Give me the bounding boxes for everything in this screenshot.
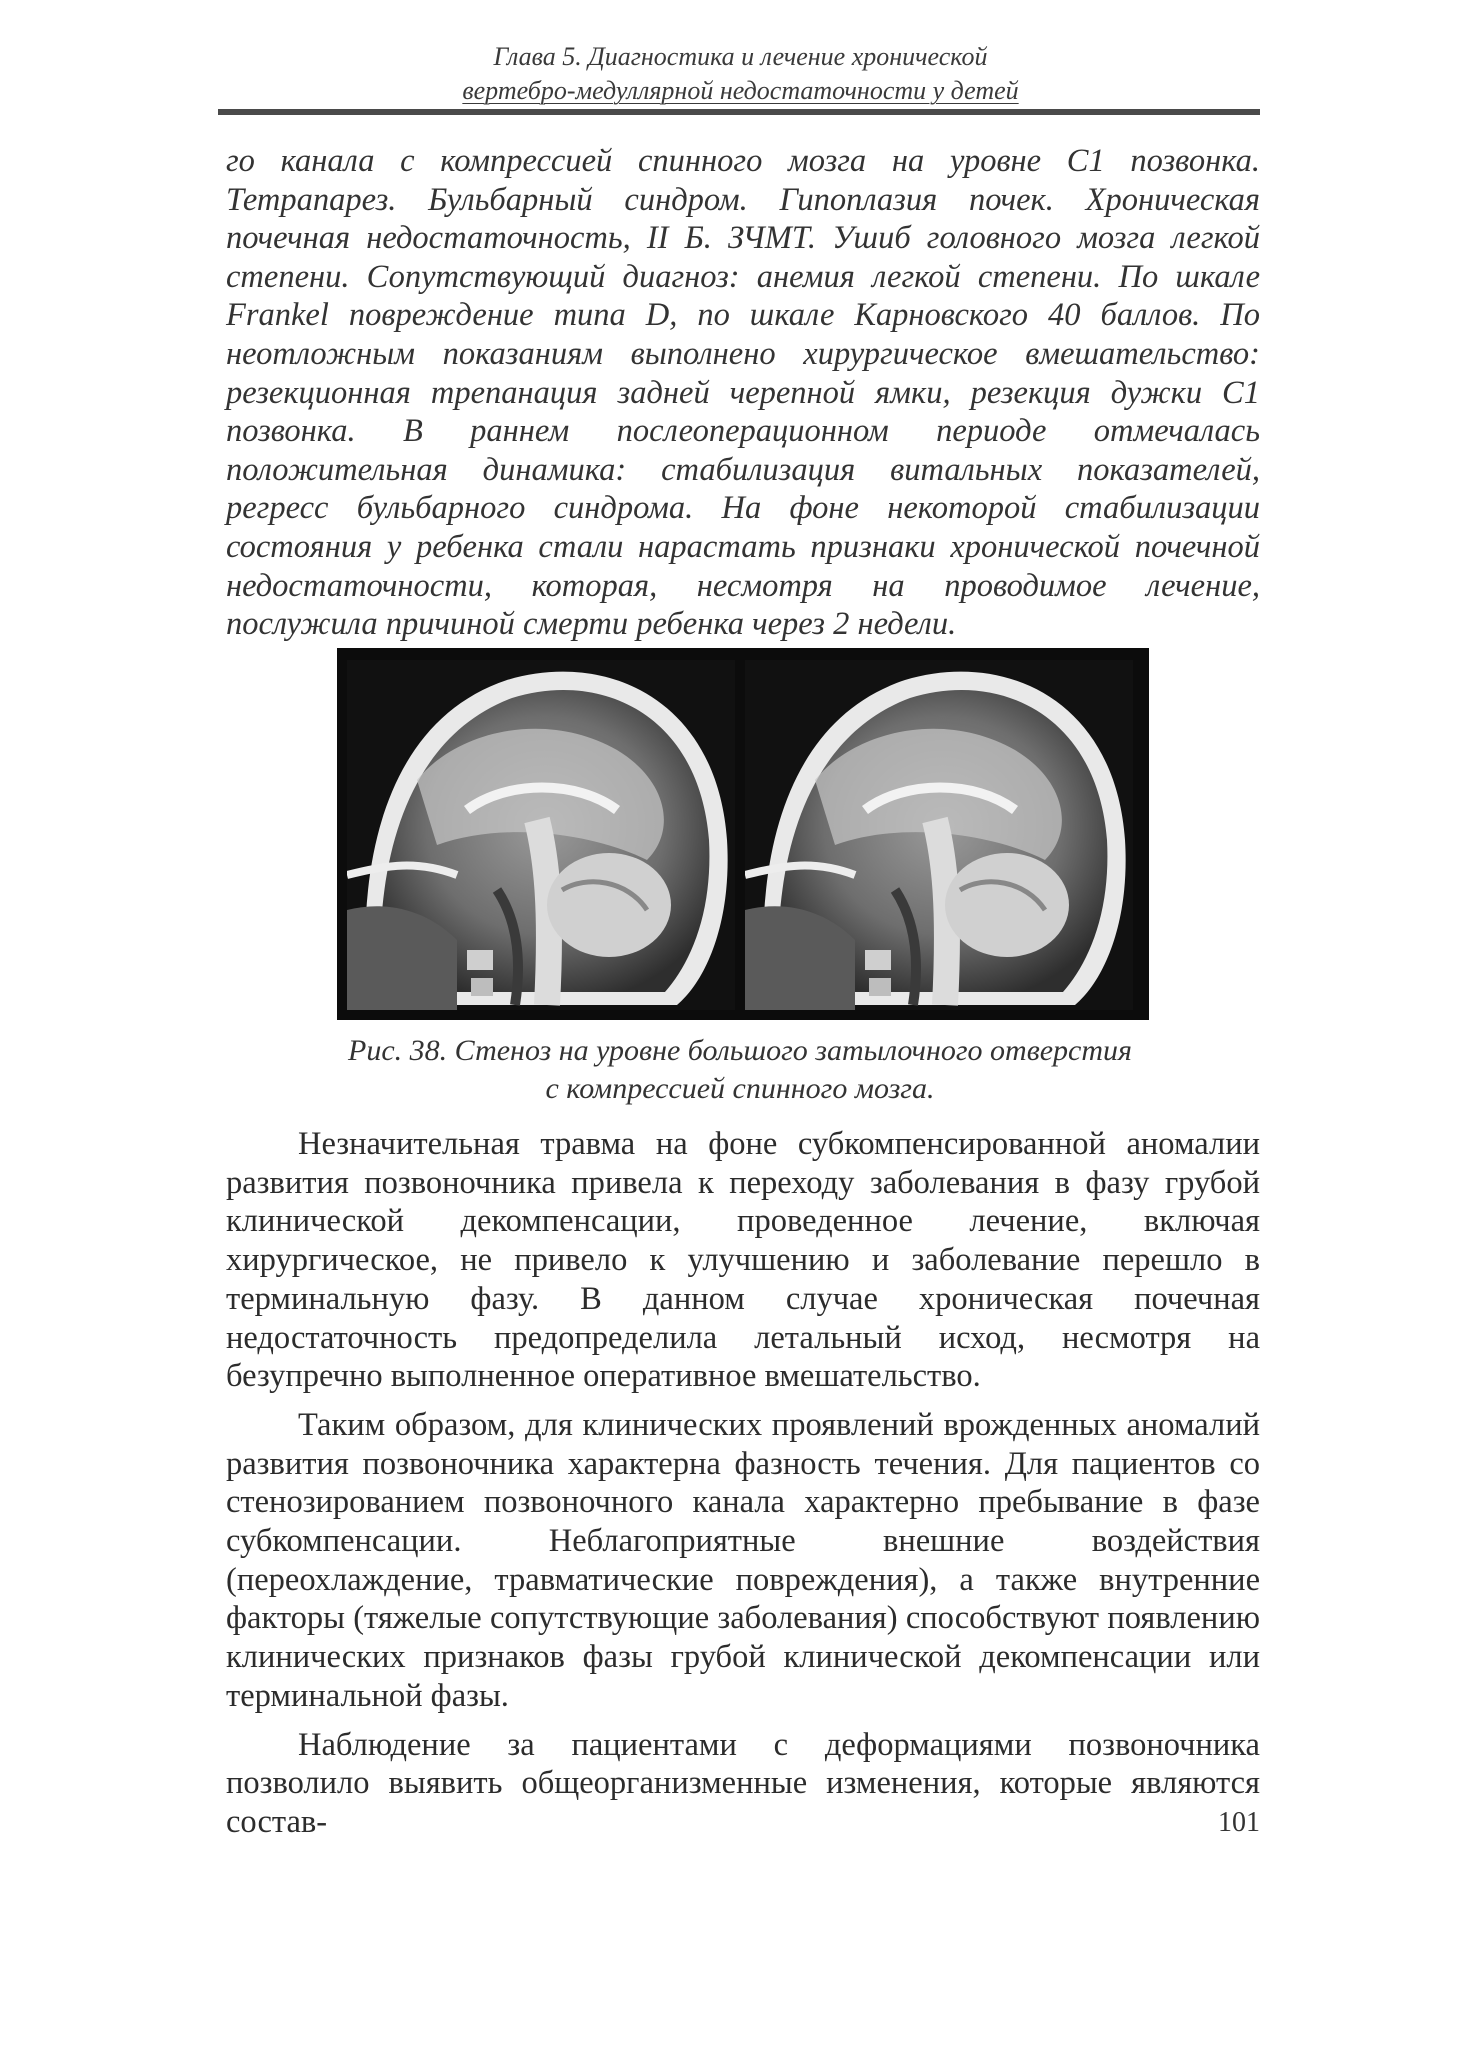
mri-scan-graphic [347,660,735,1010]
body-text [226,1125,1260,1852]
case-description: го канала с компрессией спинного мозга на уровне С1 позвонка. Тетрапарез. Бульбарный синдром. Гипоплазия почек. Хроническая почечная недостаточность, II Б. ЗЧМТ. Ушиб головного мозга легкой степени. Сопутствующий диагноз: анемия легкой степени. По шкале Frankel повреждение типа D, по шкале Карновского 40 баллов. По неотложным показаниям выполнено хирургическое вмешательство: резекционная трепанация задней черепной ямки, резекция дужки С1 позвонка. В раннем послеоперационном периоде отмечалась положительная динамика: стабилизация витальных показателей, регресс бульбарного синдрома. На фоне некоторой стабилизации состояния у ребенка стали нарастать признаки хронической почечной недостаточности, которая, несмотря на проводимое лечение, послужила причиной смерти ребенка через 2 недели. [226,143,1260,643]
figure-38-mri-images [337,648,1149,1020]
figure-caption-line2: с компрессией спинного мозга. [545,1072,935,1105]
paragraph: Наблюдение за пациентами с деформациями позвоночника позволило выявить общеорганизменные изменения, которые являются состав- [226,1726,1260,1840]
figure-caption-line1: Рис. 38. Стеноз на уровне большого затылочного отверстия [348,1034,1132,1067]
mri-image-right [745,660,1133,1010]
running-head-line2: вертебро-медуллярной недостаточности у детей [462,76,1019,105]
header-rule [218,109,1260,115]
figure-caption [240,1032,1240,1108]
paragraph: Незначительная травма на фоне субкомпенсированной аномалии развития позвоночника привела к переходу заболевания в фазу грубой клинической декомпенсации, проведенное лечение, включая хирургическое, не привело к улучшению и заболевание перешло в терминальную фазу. В данном случае хроническая почечная недостаточность предопределила летальный исход, несмотря на безупречно выполненное оперативное вмешательство. [226,1126,1260,1395]
paragraph: Таким образом, для клинических проявлений врожденных аномалий развития позвоночника характерна фазность течения. Для пациентов со стенозированием позвоночного канала характерно пребывание в фазе субкомпенсации. Неблагоприятные внешние воздействия (переохлаждение, травматические повреждения), а также внутренние факторы (тяжелые сопутствующие заболевания) способствуют появлению клинических признаков фазы грубой клинической декомпенсации или терминальной фазы. [226,1406,1260,1714]
mri-scan-graphic [745,660,1133,1010]
running-head-line1: Глава 5. Диагностика и лечение хронической [493,42,988,71]
mri-image-left [347,660,735,1010]
page-number: 101 [1218,1807,1260,1838]
running-head [0,40,1481,108]
